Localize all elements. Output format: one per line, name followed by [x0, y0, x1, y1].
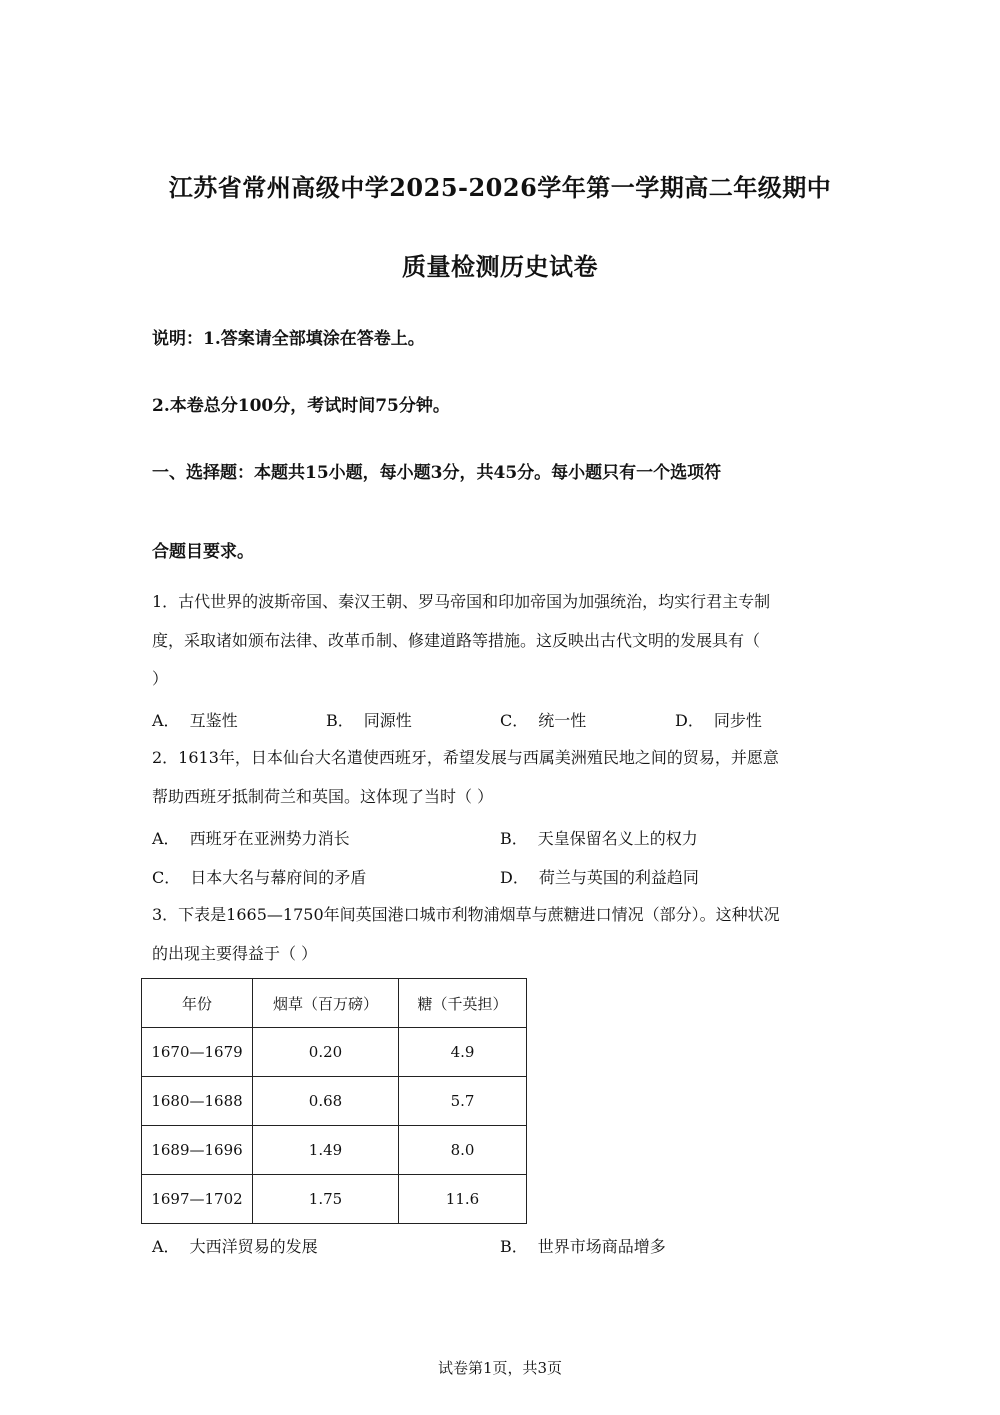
exam-title-line-1: 江苏省常州高级中学2025-2026学年第一学期高二年级期中: [168, 173, 832, 202]
question-1-option-a[interactable]: [152, 708, 238, 731]
option-letter: D．: [500, 868, 529, 887]
table-header-cell: 烟草（百万磅）: [253, 979, 399, 1028]
table-cell: 4.9: [399, 1028, 527, 1077]
table-cell: 0.68: [253, 1077, 399, 1126]
table-row: [142, 1126, 527, 1175]
table-cell: 11.6: [399, 1175, 527, 1224]
table-cell: 8.0: [399, 1126, 527, 1175]
instructions-line-1: 说明：1.答案请全部填涂在答卷上。: [152, 329, 425, 349]
question-1-option-b[interactable]: [326, 708, 412, 731]
question-3-stem: [152, 896, 852, 973]
option-text: 日本大名与幕府间的矛盾: [190, 868, 367, 887]
page-footer: 试卷第1页，共3页: [437, 1359, 563, 1377]
option-text: 西班牙在亚洲势力消长: [189, 829, 350, 848]
option-text: 荷兰与英国的利益趋同: [538, 868, 699, 887]
option-text: 大西洋贸易的发展: [189, 1237, 318, 1256]
table-row: [142, 1077, 527, 1126]
instructions-line-2: 2.本卷总分100分，考试时间75分钟。: [152, 396, 450, 416]
question-1-line: ）: [152, 669, 169, 688]
option-letter: B．: [500, 1237, 528, 1256]
question-2-line: 帮助西班牙抵制荷兰和英国。这体现了当时（ ）: [152, 786, 494, 806]
option-text: 同源性: [363, 711, 412, 730]
option-letter: A．: [152, 1237, 180, 1256]
option-letter: C．: [152, 868, 181, 887]
question-1-option-c[interactable]: [500, 708, 586, 731]
question-3-option-a[interactable]: [152, 1234, 318, 1257]
question-1-line: 度，采取诸如颁布法律、改革币制、修建道路等措施。这反映出古代文明的发展具有（: [152, 630, 761, 650]
table-row: [142, 1175, 527, 1224]
question-2-option-b[interactable]: [500, 826, 698, 849]
question-1-stem: [152, 583, 852, 699]
table-cell: 1680—1688: [142, 1077, 253, 1126]
option-letter: A．: [152, 829, 180, 848]
table-row: [142, 1028, 527, 1077]
option-text: 天皇保留名义上的权力: [537, 829, 698, 848]
table-cell: 1670—1679: [142, 1028, 253, 1077]
section-heading-line-1: 一、选择题：本题共15小题，每小题3分，共45分。每小题只有一个选项符: [152, 463, 722, 483]
option-text: 同步性: [713, 711, 762, 730]
question-2-option-a[interactable]: [152, 826, 350, 849]
table-header-cell: 糖（千英担）: [399, 979, 527, 1028]
option-text: 互鉴性: [189, 711, 238, 730]
table-cell: 5.7: [399, 1077, 527, 1126]
question-3-line: 3．下表是1665—1750年间英国港口城市利物浦烟草与蔗糖进口情况（部分）。这种状况: [152, 905, 780, 924]
section-heading-line-2: 合题目要求。: [152, 542, 254, 562]
question-2-option-c[interactable]: [152, 865, 366, 888]
table-cell: 1.49: [253, 1126, 399, 1175]
question-1-option-d[interactable]: [675, 708, 762, 731]
question-2-stem: [152, 739, 852, 816]
exam-title-line-2: 质量检测历史试卷: [402, 252, 598, 281]
table-cell: 0.20: [253, 1028, 399, 1077]
question-3-option-b[interactable]: [500, 1234, 666, 1257]
option-text: 世界市场商品增多: [537, 1237, 666, 1256]
option-text: 统一性: [538, 711, 587, 730]
table-cell: 1.75: [253, 1175, 399, 1224]
question-2-line: 2．1613年，日本仙台大名遣使西班牙，希望发展与西属美洲殖民地之间的贸易，并愿意: [152, 748, 779, 767]
table-header-cell: 年份: [142, 979, 253, 1028]
import-data-table: [141, 978, 527, 1224]
option-letter: B．: [326, 711, 354, 730]
option-letter: B．: [500, 829, 528, 848]
table-cell: 1689—1696: [142, 1126, 253, 1175]
table-header-row: [142, 979, 527, 1028]
question-3-line: 的出现主要得益于（ ）: [152, 943, 318, 963]
question-2-option-d[interactable]: [500, 865, 699, 888]
option-letter: A．: [152, 711, 180, 730]
option-letter: D．: [675, 711, 704, 730]
option-letter: C．: [500, 711, 529, 730]
question-1-line: 1．古代世界的波斯帝国、秦汉王朝、罗马帝国和印加帝国为加强统治，均实行君主专制: [152, 592, 771, 611]
table-cell: 1697—1702: [142, 1175, 253, 1224]
